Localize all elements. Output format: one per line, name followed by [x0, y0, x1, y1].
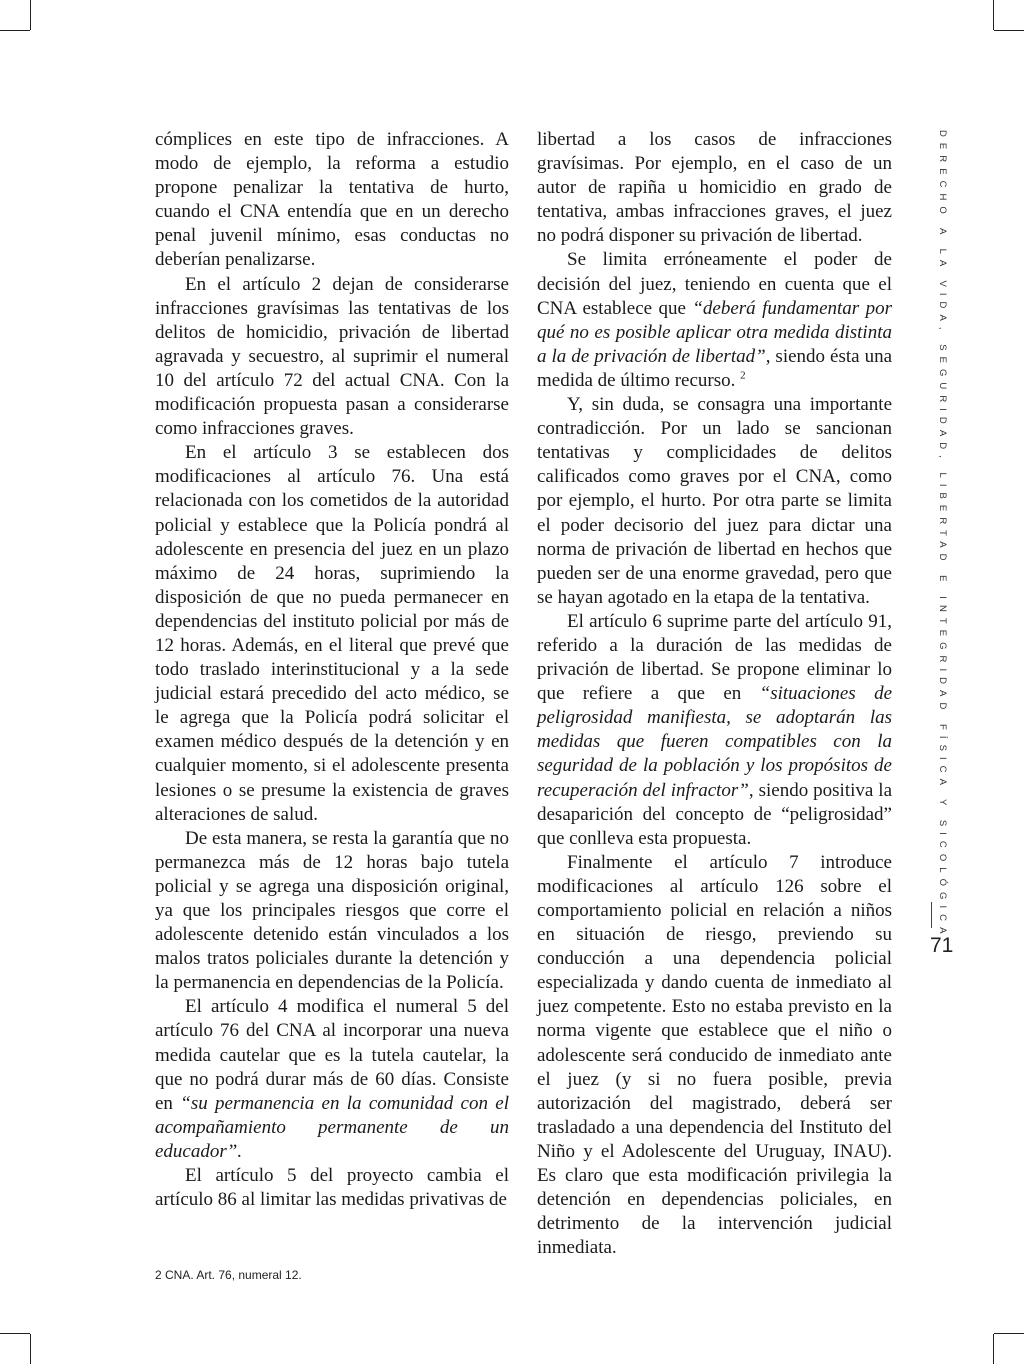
footnote-reference: 2 — [740, 369, 746, 382]
crop-mark-top-right-v — [993, 0, 994, 30]
paragraph: En el artículo 2 dejan de considerarse infracciones gravísimas las tentativas de los delitos de homicidio, privación de libertad agravada y secuestro, al suprimir el numeral 10 del artículo 72 del actual CNA. Con la modificación propuesta pasan a considerarse como infracciones graves. — [155, 273, 509, 440]
paragraph: De esta manera, se resta la garantía que no permanezca más de 12 horas bajo tutela policial y se agrega una disposición original, ya que los principales riesgos que corre el adolescente detenido están vinculados a los malos tratos policiales durante la detención y la permanencia en dependencias de la Policía. — [155, 827, 509, 994]
left-text-column — [155, 128, 509, 1212]
crop-mark-top-left-v — [30, 0, 31, 30]
crop-mark-top-right-h — [994, 30, 1024, 31]
quoted-text: “situaciones de peligrosidad manifiesta, se adoptarán las medidas que fueren compatibles con la seguridad de la población y los propósitos de recuperación del infractor” — [537, 683, 892, 801]
footnote: 2 CNA. Art. 76, numeral 12. — [155, 1268, 302, 1282]
paragraph — [155, 995, 509, 1164]
right-text-column — [537, 128, 892, 1260]
crop-mark-bottom-right-h — [994, 1333, 1024, 1334]
paragraph: El artículo 5 del proyecto cambia el artículo 86 al limitar las medidas privativas de — [155, 1165, 509, 1211]
crop-mark-bottom-right-v — [993, 1334, 994, 1364]
paragraph — [537, 610, 892, 851]
page-number: 71 — [930, 934, 954, 957]
page-number-rule — [931, 902, 932, 928]
paragraph-text: El artículo 6 suprime parte del artículo 91, referido a la duración de las medidas de privación de libertad. Se propone eliminar lo que refiere a que en — [537, 610, 892, 705]
paragraph: cómplices en este tipo de infracciones. A modo de ejemplo, la reforma a estudio propone penalizar la tentativa de hurto, cuando el CNA entendía que en un derecho penal juvenil mínimo, esas conductas no deberían penalizarse. — [155, 129, 509, 271]
paragraph: Y, sin duda, se consagra una importante contradicción. Por un lado se sancionan tentativas y complicidades de delitos calificados como graves por el CNA, como por ejemplo, el hurto. Por otra parte se limita el poder decisorio del juez para dictar una norma de privación de libertad en hechos que pueden ser de una enorme gravedad, pero que se hayan agotado en la etapa de la tentativa. — [537, 394, 892, 608]
crop-mark-bottom-left-h — [0, 1333, 30, 1334]
paragraph-text: , siendo ésta una medida de último recurso. — [537, 345, 893, 391]
paragraph: libertad a los casos de infracciones gravísimas. Por ejemplo, en el caso de un autor de rapiña u homicidio en grado de tentativa, ambas infracciones graves, el juez no podrá disponer su privación de libertad. — [537, 129, 892, 247]
paragraph-text: , siendo positiva la desaparición del concepto de “peligrosidad” que conlleva esta propuesta. — [537, 779, 893, 849]
paragraph — [537, 248, 892, 393]
quoted-text: “su permanencia en la comunidad con el acompañamiento permanente de un educador”. — [155, 1092, 510, 1162]
paragraph: Finalmente el artículo 7 introduce modificaciones al artículo 126 sobre el comportamiento policial en relación a niños en situación de riesgo, previendo su conducción a una dependencia policial especializada y dando cuenta de inmediato al juez competente. Esto no estaba previsto en la norma vigente que establece que el niño o adolescente será conducido de inmediato ante el juez (y si no fuera posible, previa autorización del magistrado, deberá ser trasladado a una dependencia del Instituto del Niño y el Adolescente del Uruguay, INAU). Es claro que esta modificación privilegia la detención en dependencias policiales, en detrimento de la intervención judicial inmediata. — [537, 851, 892, 1259]
paragraph-text: El artículo 4 modifica el numeral 5 del artículo 76 del CNA al incorporar una nueva medida cautelar que es la tutela cautelar, la que no podrá durar más de 60 días. Consiste en — [155, 996, 509, 1114]
paragraph-text: Se limita erróneamente el poder de decisión del juez, teniendo en cuenta que el CNA establece que — [537, 249, 892, 319]
quoted-text: “deberá fundamentar por qué no es posible aplicar otra medida distinta a la de privación de libertad” — [537, 297, 893, 367]
paragraph: En el artículo 3 se establecen dos modificaciones al artículo 76. Una está relacionada con los cometidos de la autoridad policial y establece que la Policía pondrá al adolescente en presencia del juez en un plazo máximo de 24 horas, suprimiendo la disposición de que no pueda permanecer en dependencias del instituto policial por más de 12 horas. Además, en el literal que prevé que todo traslado interinstitucional y a la sede judicial estará precedido del acto médico, se le agrega que la Policía podrá solicitar el examen médico después de la detención y en cualquier momento, si el adolescente presenta lesiones o se presume la existencia de graves alteraciones de salud. — [155, 442, 509, 825]
crop-mark-top-left-h — [0, 30, 30, 31]
crop-mark-bottom-left-v — [30, 1334, 31, 1364]
running-head-text: DERECHO A LA VIDA, SEGURIDAD, LIBERTAD E INTEGRIDAD FÍSICA Y SICOLÓGICA — [937, 130, 948, 940]
